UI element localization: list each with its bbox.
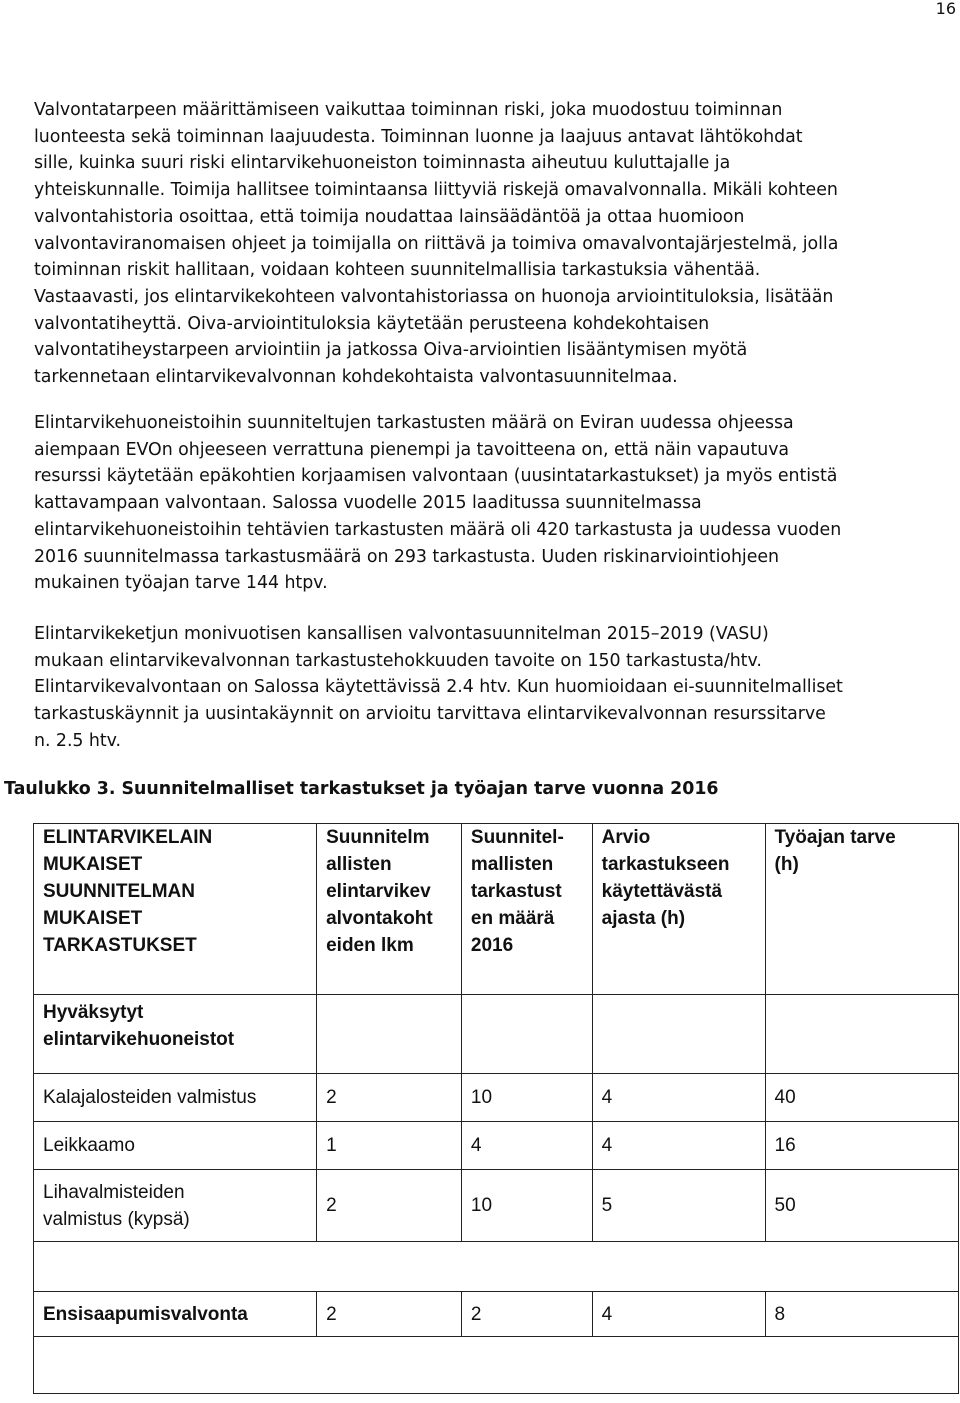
table-cell [34,1242,959,1292]
text-line: toiminnan riskit hallitaan, voidaan kohteen suunnitelmallisia tarkastuksia vähentää. [34,260,761,281]
text-line: valvontatiheyttä. Oiva-arviointituloksia käytetään perusteena kohdekohtaisen [34,313,710,334]
table-cell: 8 [765,1292,958,1337]
header-line: SUUNNITELMAN [43,881,195,902]
table-cell: 2 [317,1292,462,1337]
table-cell: 4 [592,1292,765,1337]
text-line: Valvontatarpeen määrittämiseen vaikuttaa toiminnan riski, joka muodostuu toiminnan [34,100,783,120]
table-row [34,1170,959,1242]
text-line: n. 2.5 htv. [34,730,122,751]
text-line: aiempaan EVOn ohjeeseen verrattuna pienempi ja tavoitteena on, että näin vapautuva [34,439,790,460]
cell-line: Lihavalmisteiden [43,1181,185,1203]
table-cell [34,1337,959,1394]
table-empty-row [34,1337,959,1394]
paragraph-resource-need [34,621,958,755]
header-line: mallisten [470,854,554,875]
table-cell [317,995,462,1074]
header-line: (h) [774,854,799,875]
header-cell [317,824,462,995]
table-cell: 10 [461,1074,592,1122]
table-cell: 4 [592,1074,765,1122]
table-row [34,1122,959,1170]
table-cell [592,995,765,1074]
table-caption: Taulukko 3. Suunnitelmalliset tarkastukset ja työajan tarve vuonna 2016 [4,779,719,799]
header-line: Suunnitel- [470,827,564,848]
table-cell: 10 [461,1170,592,1242]
table-cell: 2 [317,1170,462,1242]
table-cell: 2 [461,1292,592,1337]
text-line: mukaan elintarvikevalvonnan tarkastustehokkuuden tavoite on 150 tarkastusta/htv. [34,650,762,671]
paragraph-risk-assessment [34,97,958,391]
table-header-row [34,824,959,995]
text-line: luonteesta sekä toiminnan laajuudesta. Toiminnan luonne ja laajuus antavat lähtökohdat [34,126,803,147]
header-line: allisten [326,854,392,875]
table-cell [765,995,958,1074]
header-line: MUKAISET [43,908,143,929]
table-cell: 2 [317,1074,462,1122]
group-label-line: Hyväksytyt [43,1002,144,1023]
table-group-row [34,995,959,1074]
header-line: tarkastust [470,881,562,902]
group-label-cell [34,995,317,1074]
header-line: MUKAISET [43,854,143,875]
header-line: Suunnitelm [326,827,430,848]
text-line: kattavampaan valvontaan. Salossa vuodelle 2015 laaditussa suunnitelmassa [34,493,702,514]
header-line: Arvio [601,827,651,848]
text-line: Elintarvikehuoneistoihin suunniteltujen tarkastusten määrä on Eviran uudessa ohjeessa [34,413,794,433]
header-line: elintarvikev [326,881,431,902]
table-row [34,1292,959,1337]
table-cell: 5 [592,1170,765,1242]
paragraph-inspection-count [34,410,958,597]
table-cell [34,1170,317,1242]
table-cell: 50 [765,1170,958,1242]
text-line: tarkennetaan elintarvikevalvonnan kohdekohtaista valvontasuunnitelmaa. [34,367,678,388]
text-line: mukainen työajan tarve 144 htpv. [34,573,328,594]
header-line: eiden lkm [326,935,414,956]
text-line: Elintarvikevalvontaan on Salossa käytettävissä 2.4 htv. Kun huomioidaan ei-suunnitelmalliset [34,677,843,698]
header-line: en määrä [470,908,555,929]
table-cell: 4 [592,1122,765,1170]
text-line: yhteiskunnalle. Toimija hallitsee toimintaansa liittyviä riskejä omavalvonnalla. Mikäli kohteen [34,180,838,201]
text-line: Vastaavasti, jos elintarvikekohteen valvontahistoriassa on huonoja arviointituloksia, lisätään [34,286,834,307]
table-cell: Kalajalosteiden valmistus [34,1074,317,1122]
header-cell [461,824,592,995]
table-cell: 1 [317,1122,462,1170]
text-line: valvontaviranomaisen ohjeet ja toimijalla on riittävä ja toimiva omavalvontajärjestelmä, jolla [34,233,839,254]
text-line: valvontahistoria osoittaa, että toimija noudattaa lainsäädäntöä ja ottaa huomioon [34,206,745,227]
table-cell: 16 [765,1122,958,1170]
table-empty-row [34,1242,959,1292]
text-line: 2016 suunnitelmassa tarkastusmäärä on 293 tarkastusta. Uuden riskinarviointiohjeen [34,546,779,567]
header-line: alvontakoht [326,908,433,929]
table-row [34,1074,959,1122]
header-cell [592,824,765,995]
header-cell [34,824,317,995]
text-line: elintarvikehuoneistoihin tehtävien tarkastusten määrä oli 420 tarkastusta ja uudessa vuoden [34,519,842,540]
inspection-table [33,823,959,1394]
table-cell: 40 [765,1074,958,1122]
header-line: käytettävästä [601,881,723,902]
text-line: tarkastuskäynnit ja uusintakäynnit on arvioitu tarvittava elintarvikevalvonnan resurssitarve [34,704,826,725]
header-line: TARKASTUKSET [43,935,197,956]
header-line: Työajan tarve [774,827,896,848]
text-line: Elintarvikeketjun monivuotisen kansallisen valvontasuunnitelman 2015–2019 (VASU) [34,624,769,644]
table-cell: 4 [461,1122,592,1170]
text-line: valvontatiheystarpeen arviointiin ja jatkossa Oiva-arviointien lisääntymisen myötä [34,340,748,361]
table-cell: Leikkaamo [34,1122,317,1170]
header-line: ajasta (h) [601,908,686,929]
group-label-line: elintarvikehuoneistot [43,1029,235,1050]
header-line: ELINTARVIKELAIN [43,827,213,848]
header-line: 2016 [470,935,514,956]
table-cell: Ensisaapumisvalvonta [34,1292,317,1337]
header-line: tarkastukseen [601,854,730,875]
header-cell [765,824,958,995]
cell-line: valmistus (kypsä) [43,1208,190,1230]
table-cell [461,995,592,1074]
text-line: resurssi käytetään epäkohtien korjaamisen valvontaan (uusintatarkastukset) ja myös entistä [34,466,838,487]
page-number: 16 [935,0,956,18]
text-line: sille, kuinka suuri riski elintarvikehuoneiston toiminnasta aiheutuu kuluttajalle ja [34,153,731,174]
